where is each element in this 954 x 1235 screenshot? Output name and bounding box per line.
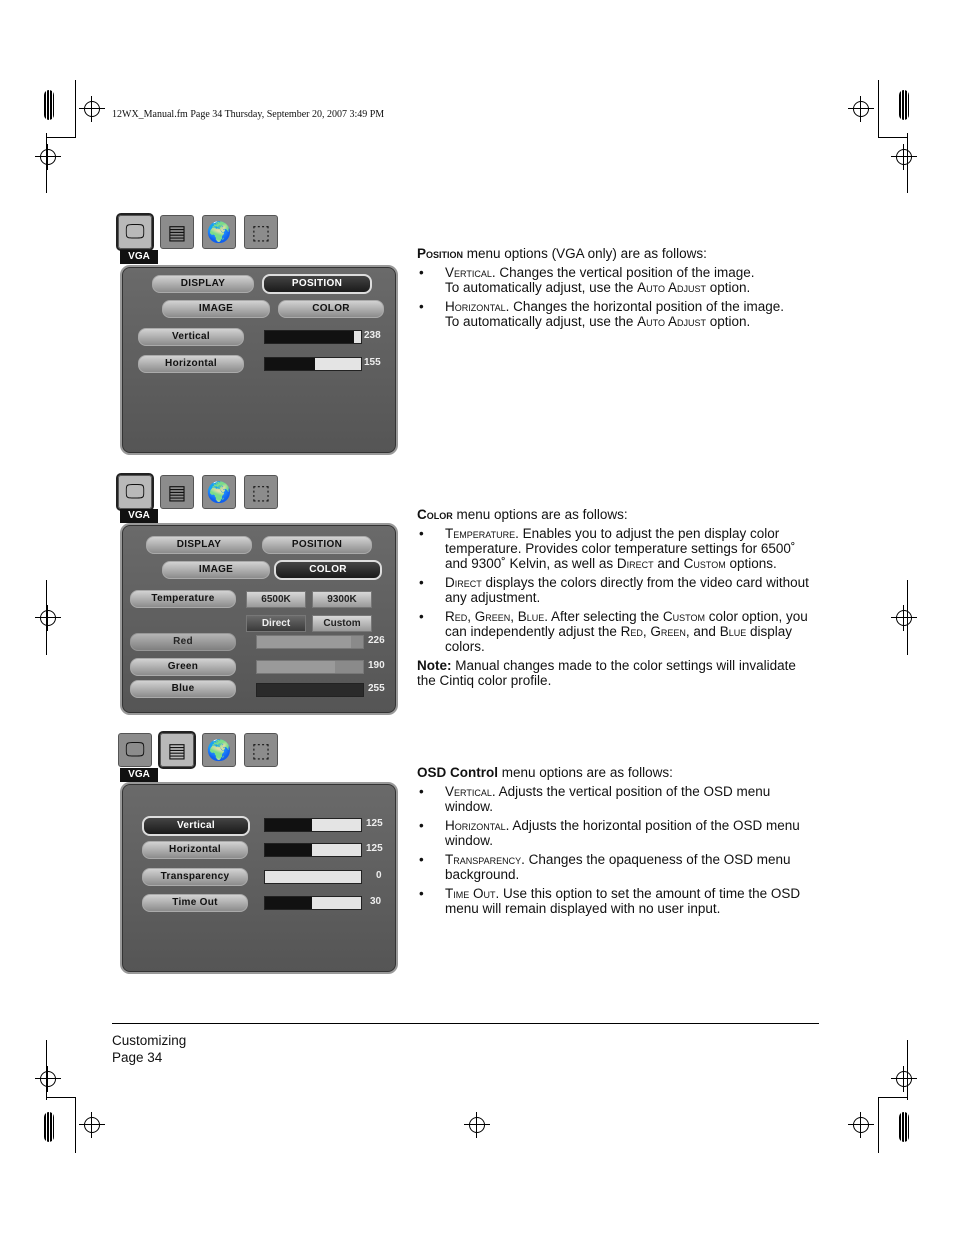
- red-value: 226: [368, 635, 385, 646]
- crop-mark: [878, 137, 908, 138]
- osd-horizontal-value: 125: [366, 843, 383, 854]
- monitor-icon[interactable]: 🖵: [118, 733, 152, 767]
- globe-icon[interactable]: 🌍: [202, 475, 236, 509]
- osd-horizontal-label[interactable]: Horizontal: [142, 841, 248, 859]
- crop-mark: [878, 1097, 879, 1153]
- crop-mark: [75, 1097, 76, 1153]
- slider-fill: [257, 636, 351, 648]
- osd-horizontal-slider[interactable]: [264, 843, 362, 857]
- color-section: Color menu options are as follows: • Temperature. Enables you to adjust the pen display color temperature. Provides color temperature settings for 6500˚ and 9300˚ Kelvin, as well as Direct and Custom options. • Direct displays the colors directly from the video card without any adjustment. • Red, Green, Blue. After selecting the Custom color option, you can independently adjust the Red, Green, and Blue display colors. Note: Manual changes made to the color settings will invalidate the Cintiq color profile.: [417, 507, 817, 692]
- list-item: • Direct displays the colors directly from the video card without any adjustment.: [417, 575, 817, 605]
- tab-position[interactable]: POSITION: [262, 536, 372, 554]
- position-section: Position menu options (VGA only) are as follows: • Vertical. Changes the vertical position of the image. To automatically adjust, use the Auto Adjust option. • Horizontal. Changes the horizontal position of the image. To automatically adjust, use the Auto Adjust option.: [417, 246, 817, 333]
- color-bar-mark: [44, 90, 54, 120]
- osd-vertical-label[interactable]: Vertical: [142, 816, 250, 836]
- osd-control-panel: [120, 782, 398, 974]
- osd-position-panel: [120, 265, 398, 455]
- osd-vertical-value: 125: [366, 818, 383, 829]
- color-bar-mark: [899, 1112, 909, 1142]
- registration-mark-icon: [84, 101, 100, 117]
- slider-fill: [265, 844, 312, 856]
- monitor-icon[interactable]: 🖵: [118, 215, 152, 249]
- registration-mark-icon: [853, 101, 869, 117]
- osd-icon-row: [118, 215, 278, 249]
- list-item: • Vertical. Changes the vertical position of the image. To automatically adjust, use the Auto Adjust option.: [417, 265, 817, 295]
- vga-badge: VGA: [120, 509, 158, 523]
- tab-image[interactable]: IMAGE: [162, 300, 270, 318]
- list-item: • Temperature. Enables you to adjust the pen display color temperature. Provides color temperature settings for 6500˚ and 9300˚ Kelvin, as well as Direct and Custom options.: [417, 526, 817, 571]
- vertical-value: 238: [364, 330, 381, 341]
- osd-control-term: OSD Control: [417, 765, 498, 780]
- slider-fill: [265, 897, 312, 909]
- timeout-label[interactable]: Time Out: [142, 894, 248, 912]
- temp-9300k-button[interactable]: 9300K: [312, 591, 372, 608]
- vertical-slider[interactable]: [264, 330, 362, 344]
- crop-mark: [75, 80, 76, 138]
- footer-page: Page 34: [112, 1050, 163, 1065]
- tab-display[interactable]: DISPLAY: [146, 536, 252, 554]
- green-value: 190: [368, 660, 385, 671]
- list-item: • Vertical. Adjusts the vertical position of the OSD menu window.: [417, 784, 817, 814]
- osd-color-panel: [120, 523, 398, 715]
- registration-mark-icon: [84, 1117, 100, 1133]
- note: Note: Manual changes made to the color settings will invalidate the Cintiq color profile.: [417, 658, 796, 688]
- color-bar-mark: [899, 90, 909, 120]
- crop-mark: [46, 137, 76, 138]
- slider-fill: [265, 819, 312, 831]
- globe-icon[interactable]: 🌍: [202, 733, 236, 767]
- osd-window-icon[interactable]: ▤: [160, 215, 194, 249]
- vertical-label[interactable]: Vertical: [138, 328, 244, 346]
- list-item: • Transparency. Changes the opaqueness of the OSD menu background.: [417, 852, 817, 882]
- dotted-arrow-icon[interactable]: ⬚: [244, 475, 278, 509]
- blue-label[interactable]: Blue: [130, 680, 236, 698]
- registration-mark-icon: [896, 1071, 912, 1087]
- tab-position[interactable]: POSITION: [262, 274, 372, 294]
- slider-fill: [257, 661, 335, 673]
- dotted-arrow-icon[interactable]: ⬚: [244, 733, 278, 767]
- color-term: Color: [417, 507, 453, 522]
- registration-mark-icon: [40, 610, 56, 626]
- timeout-slider[interactable]: [264, 896, 362, 910]
- crop-mark: [878, 1097, 908, 1098]
- registration-mark-icon: [40, 1071, 56, 1087]
- registration-mark-icon: [896, 149, 912, 165]
- horizontal-slider[interactable]: [264, 357, 362, 371]
- transparency-value: 0: [376, 870, 382, 881]
- file-header: 12WX_Manual.fm Page 34 Thursday, September 20, 2007 3:49 PM: [112, 109, 385, 120]
- green-label[interactable]: Green: [130, 658, 236, 676]
- tab-display[interactable]: DISPLAY: [152, 275, 254, 293]
- registration-mark-icon: [40, 149, 56, 165]
- osd-vertical-slider[interactable]: [264, 818, 362, 832]
- slider-fill: [257, 684, 363, 696]
- osd-icon-row: [118, 733, 278, 767]
- transparency-label[interactable]: Transparency: [142, 868, 248, 886]
- transparency-slider[interactable]: [264, 870, 362, 884]
- direct-button[interactable]: Direct: [246, 615, 306, 632]
- crop-mark: [878, 80, 879, 138]
- dotted-arrow-icon[interactable]: ⬚: [244, 215, 278, 249]
- globe-icon[interactable]: 🌍: [202, 215, 236, 249]
- red-label[interactable]: Red: [130, 633, 236, 651]
- osd-window-icon[interactable]: ▤: [160, 733, 194, 767]
- osd-window-icon[interactable]: ▤: [160, 475, 194, 509]
- temp-6500k-button[interactable]: 6500K: [246, 591, 306, 608]
- custom-button[interactable]: Custom: [312, 615, 372, 632]
- crop-mark: [46, 1097, 76, 1098]
- timeout-value: 30: [370, 896, 382, 907]
- position-term: Position: [417, 246, 464, 261]
- color-bar-mark: [44, 1112, 54, 1142]
- blue-value: 255: [368, 683, 385, 694]
- tab-image[interactable]: IMAGE: [162, 561, 270, 579]
- registration-mark-icon: [469, 1117, 485, 1133]
- registration-mark-icon: [896, 610, 912, 626]
- vga-badge: VGA: [120, 250, 158, 264]
- osd-control-section: OSD Control menu options are as follows: • Vertical. Adjusts the vertical position of the OSD menu window. • Horizontal. Adjusts the horizontal position of the OSD menu window. • Transparency. Changes the opaqueness of the OSD menu background. • Time Out. Use this option to set the amount of time the OSD menu will remain displayed with no user input.: [417, 765, 817, 920]
- slider-fill: [265, 358, 315, 370]
- tab-color[interactable]: COLOR: [274, 560, 382, 580]
- temperature-label[interactable]: Temperature: [130, 590, 236, 608]
- tab-color[interactable]: COLOR: [278, 300, 384, 318]
- list-item: • Horizontal. Changes the horizontal position of the image. To automatically adjust, use the Auto Adjust option.: [417, 299, 817, 329]
- green-slider[interactable]: [256, 660, 364, 674]
- osd-icon-row: [118, 475, 278, 509]
- registration-mark-icon: [853, 1117, 869, 1133]
- crop-mark: [907, 1040, 908, 1100]
- list-item: • Time Out. Use this option to set the amount of time the OSD menu will remain displayed with no user input.: [417, 886, 817, 916]
- blue-slider[interactable]: [256, 683, 364, 697]
- red-slider[interactable]: [256, 635, 364, 649]
- horizontal-value: 155: [364, 357, 381, 368]
- monitor-icon[interactable]: 🖵: [118, 475, 152, 509]
- horizontal-label[interactable]: Horizontal: [138, 355, 244, 373]
- list-item: • Red, Green, Blue. After selecting the Custom color option, you can independently adjust the Red, Green, and Blue display colors.: [417, 609, 817, 654]
- slider-fill: [265, 331, 354, 343]
- list-item: • Horizontal. Adjusts the horizontal position of the OSD menu window.: [417, 818, 817, 848]
- footer-section: Customizing: [112, 1033, 187, 1048]
- footer-rule: [112, 1023, 819, 1024]
- vga-badge: VGA: [120, 768, 158, 782]
